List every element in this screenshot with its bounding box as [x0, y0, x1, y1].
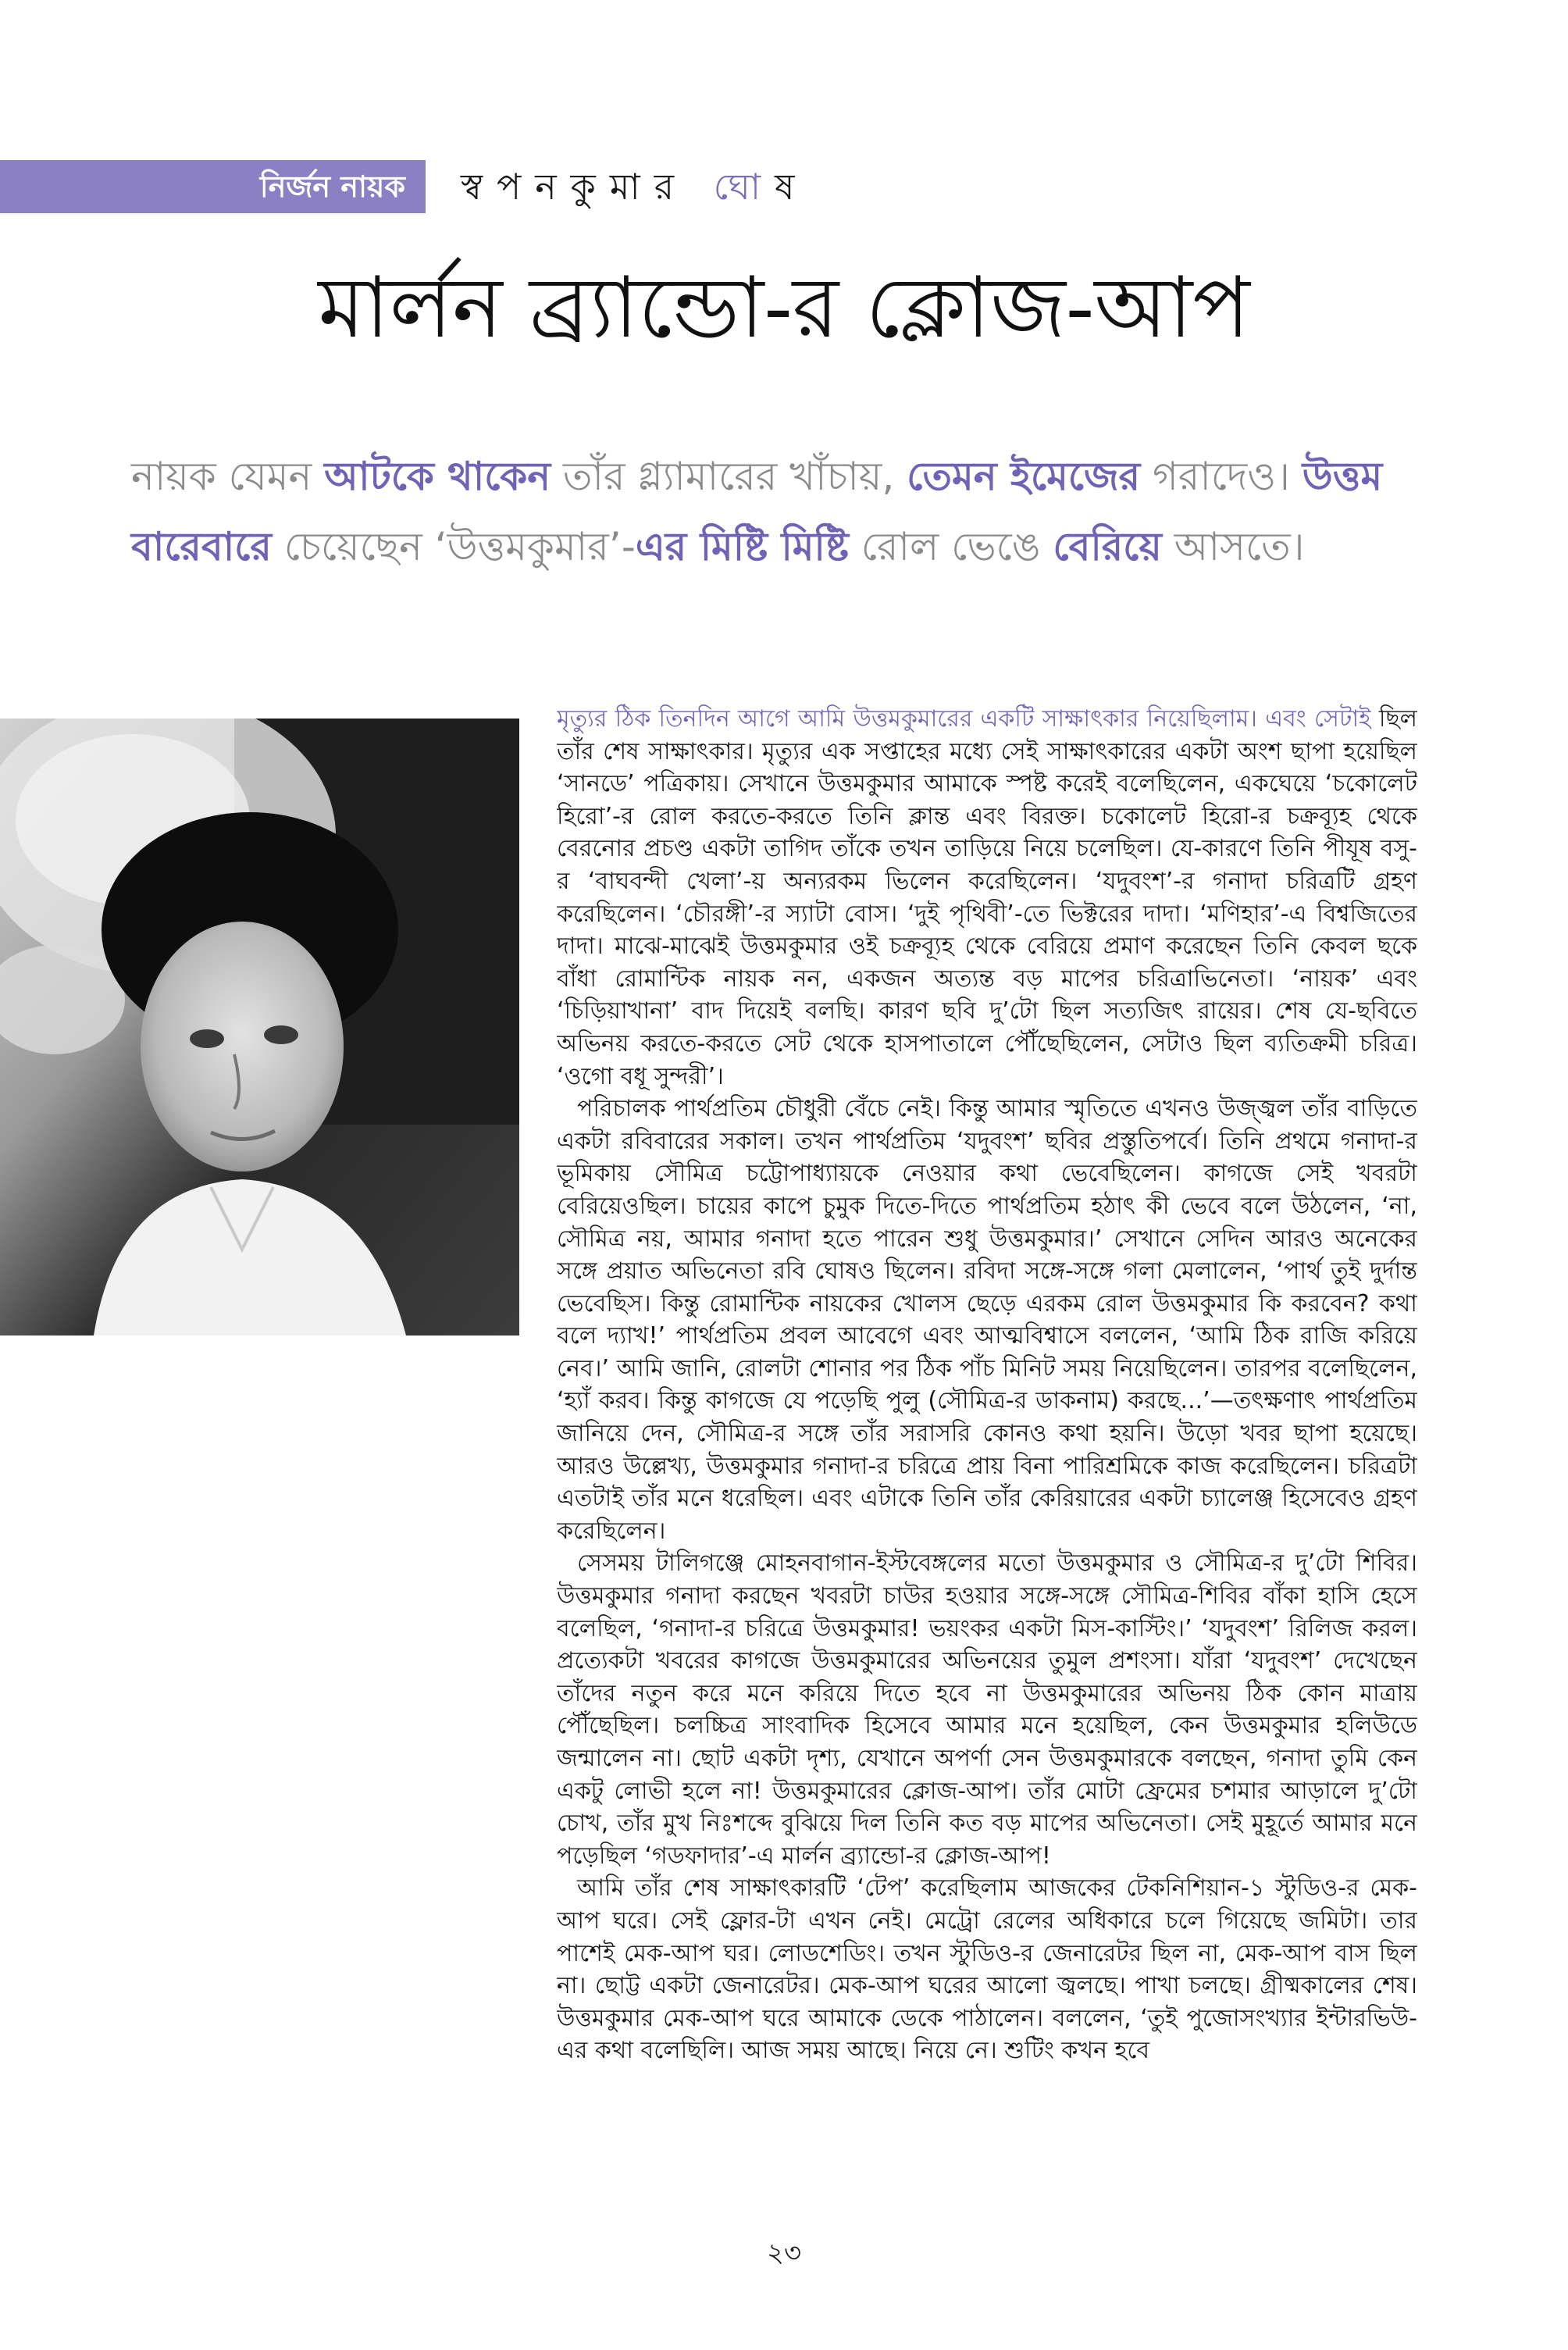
paragraph-3: সেসময় টালিগঞ্জে মোহনবাগান-ইস্টবেঙ্গলের মতো উত্তমকুমার ও সৌমিত্র-র দু’টো শিবির। উত্তমকুমার গনাদা করছেন খবরটা চাউর হওয়ার সঙ্গে-সঙ্গে সৌমিত্র-শিবির বাঁকা হাসি হেসে বলেছিল, ‘গনাদা-র চরিত্রে উত্তমকুমার! ভয়ংকর একটা মিস-কাস্টিং।’ ‘যদুবংশ’ রিলিজ করল। প্রত্যেকটা খবরের কাগজে উত্তমকুমারের অভিনয়ের তুমুল প্রশংসা। যাঁরা ‘যদুবংশ’ দেখেছেন তাঁদের নতুন করে মনে করিয়ে দিতে হবে না উত্তমকুমারের অভিনয় ঠিক কোন মাত্রায় পৌঁছেছিল। চলচ্চিত্র সাংবাদিক হিসেবে আমার মনে হয়েছিল, কেন উত্তমকুমার হলিউডে জন্মালেন না। ছোট একটা দৃশ্য, যেখানে অপর্ণা সেন উত্তমকুমারকে বলছেন, গনাদা তুমি কেন একটু লোভী হলে না! উত্তমকুমারের ক্লোজ-আপ। তাঁর মোটা ফ্রেমের চশমার আড়ালে দু’টো চোখ, তাঁর মুখ নিঃশব্দে বুঝিয়ে দিল তিনি কত বড় মাপের অভিনেতা। সেই মুহূর্তে আমার মনে পড়েছিল ‘গডফাদার’-এ মার্লন ব্র্যান্ডো-র ক্লোজ-আপ! [557, 1549, 1417, 1870]
intro-highlight-5: বেরিয়ে [1053, 524, 1162, 569]
author-name-part3: ষ [775, 166, 809, 208]
intro-text-3: গরাদেও। [1140, 454, 1303, 499]
author-byline [461, 156, 808, 217]
intro-highlight-4: এর মিষ্টি মিষ্টি [635, 524, 849, 569]
author-name-accent: ঘো [713, 166, 775, 208]
paragraph-1-text: ছিল তাঁর শেষ সাক্ষাৎকার। মৃত্যুর এক সপ্তাহের মধ্যে সেই সাক্ষাৎকারের একটা অংশ ছাপা হয়েছিল ‘সানডে’ পত্রিকায়। সেখানে উত্তমকুমার আমাকে স্পষ্ট করেই বলেছিলেন, একঘেয়ে ‘চকোলেট হিরো’-র রোল করতে-করতে তিনি ক্লান্ত এবং বিরক্ত। চকোলেট হিরো-র চক্রব্যূহ থেকে বেরনোর প্রচণ্ড একটা তাগিদ তাঁকে তখন তাড়িয়ে নিয়ে চলেছিল। যে-কারণে তিনি পীযূষ বসু-র ‘বাঘবন্দী খেলা’-য় অন্যরকম ভিলেন করেছিলেন। ‘যদুবংশ’-র গনাদা চরিত্রটি গ্রহণ করেছিলেন। ‘চৌরঙ্গী’-র স্যাটা বোস। ‘দুই পৃথিবী’-তে ভিক্টরের দাদা। ‘মণিহার’-এ বিশ্বজিতের দাদা। মাঝে-মাঝেই উত্তমকুমার ওই চক্রব্যূহ থেকে বেরিয়ে প্রমাণ করেছেন তিনি কেবল ছকে বাঁধা রোমান্টিক নায়ক নন, একজন অত্যন্ত বড় মাপের চরিত্রাভিনেতা। ‘নায়ক’ এবং ‘চিড়িয়াখানা’ বাদ দিয়েই বলছি। কারণ ছবি দু’টো ছিল সত্যজিৎ রায়ের। শেষ যে-ছবিতে অভিনয় করতে-করতে সেট থেকে হাসপাতালে পৌঁছেছিলেন, সেটাও ছিল ব্যতিক্রমী চরিত্র। ‘ওগো বধূ সুন্দরী’। [557, 705, 1417, 1090]
article-body [557, 703, 1417, 2230]
paragraph-1 [557, 703, 1417, 1093]
intro-text-6: আসতে। [1161, 524, 1305, 569]
paragraph-4: আমি তাঁর শেষ সাক্ষাৎকারটি ‘টেপ’ করেছিলাম আজকের টেকনিশিয়ান-১ স্টুডিও-র মেক-আপ ঘরে। সেই ফ্লোর-টা এখন নেই। মেট্রো রেলের অধিকারে চলে গিয়েছে জমিটা। তার পাশেই মেক-আপ ঘর। লোডশেডিং। তখন স্টুডিও-র জেনারেটর ছিল না, মেক-আপ বাস ছিল না। ছোট্ট একটা জেনারেটর। মেক-আপ ঘরের আলো জ্বলছে। পাখা চলছে। গ্রীষ্মকালের শেষ। উত্তমকুমার মেক-আপ ঘরে আমাকে ডেকে পাঠালেন। বললেন, ‘তুই পুজোসংখ্যার ইন্টারভিউ-এর কথা বলেছিলি। আজ সময় আছে। নিয়ে নে। শুটিং কখন হবে [557, 1874, 1417, 2065]
paragraph-2: পরিচালক পার্থপ্রতিম চৌধুরী বেঁচে নেই। কিন্তু আমার স্মৃতিতে এখনও উজ্জ্বল তাঁর বাড়িতে একটা রবিবারের সকাল। তখন পার্থপ্রতিম ‘যদুবংশ’ ছবির প্রস্তুতিপর্বে। তিনি প্রথমে গনাদা-র ভূমিকায় সৌমিত্র চট্টোপাধ্যায়কে নেওয়ার কথা ভেবেছিলেন। কাগজে সেই খবরটা বেরিয়েওছিল। চায়ের কাপে চুমুক দিতে-দিতে পার্থপ্রতিম হঠাৎ কী ভেবে বলে উঠলেন, ‘না, সৌমিত্র নয়, আমার গনাদা হতে পারেন শুধু উত্তমকুমার।’ সেখানে সেদিন আরও অনেকের সঙ্গে প্রয়াত অভিনেতা রবি ঘোষও ছিলেন। রবিদা সঙ্গে-সঙ্গে গলা মেলালেন, ‘পার্থ তুই দুর্দান্ত ভেবেছিস। কিন্তু রোমান্টিক নায়কের খোলস ছেড়ে এরকম রোল উত্তমকুমার কি করবেন? কথা বলে দ্যাখ!’ পার্থপ্রতিম প্রবল আবেগে এবং আত্মবিশ্বাসে বললেন, ‘আমি ঠিক রাজি করিয়ে নেব।’ আমি জানি, রোলটা শোনার পর ঠিক পাঁচ মিনিট সময় নিয়েছিলেন। তারপর বলেছিলেন, ‘হ্যাঁ করব। কিন্তু কাগজে যে পড়েছি পুলু (সৌমিত্র-র ডাকনাম) করছে...’—তৎক্ষণাৎ পার্থপ্রতিম জানিয়ে দেন, সৌমিত্র-র সঙ্গে তাঁর সরাসরি কোনও কথা হয়নি। উড়ো খবর ছাপা হয়েছে। আরও উল্লেখ্য, উত্তমকুমার গনাদা-র চরিত্রে প্রায় বিনা পারিশ্রমিকে কাজ করেছিলেন। চরিত্রটা এতটাই তাঁর মনে ধরেছিল। এবং এটাকে তিনি তাঁর কেরিয়ারের একটা চ্যালেঞ্জ হিসেবেও গ্রহণ করেছিলেন। [557, 1095, 1417, 1545]
intro-text-5: রোল ভেঙে [848, 524, 1053, 569]
intro-highlight-3: উত্তম বারেবারে [131, 454, 1383, 569]
intro-highlight-1: আটকে থাকেন [324, 454, 551, 499]
article-title: মার্লন ব্র্যান্ডো-র ক্লোজ-আপ [318, 259, 1250, 357]
portrait-illustration [0, 719, 519, 1335]
intro-highlight-2: তেমন ইমেজের [907, 454, 1141, 499]
section-tag: নির্জন নায়ক [0, 160, 426, 213]
intro-text-4: চেয়েছেন ‘উত্তমকুমার’- [271, 524, 636, 569]
intro-deck [131, 441, 1459, 582]
author-name-part1: স্বপনকুমার [461, 166, 714, 208]
page-number: ২৩ [766, 2238, 802, 2269]
intro-text-2: তাঁর গ্ল্যামারের খাঁচায়, [551, 454, 907, 499]
portrait-photo [0, 719, 519, 1335]
intro-text-1: নায়ক যেমন [131, 454, 325, 499]
lead-text: মৃত্যুর ঠিক তিনদিন আগে আমি উত্তমকুমারের একটি সাক্ষাৎকার নিয়েছিলাম। এবং সেটাই [557, 705, 1371, 733]
